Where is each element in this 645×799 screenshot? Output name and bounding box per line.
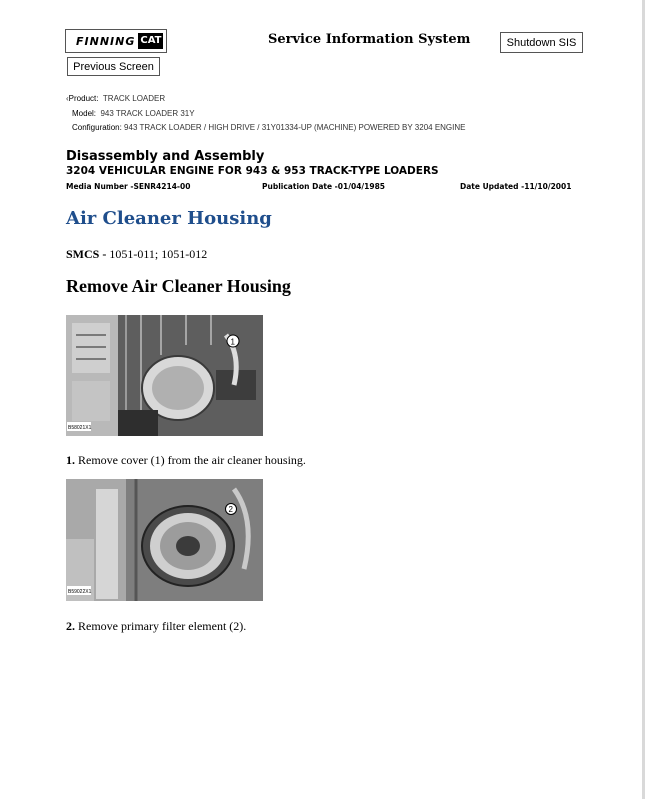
configuration-line [72,123,466,132]
figure1-code: B58021X1 [68,425,92,431]
air-cleaner-cover-photo [66,315,263,436]
config-value: 943 TRACK LOADER / HIGH DRIVE / 31Y01334-UP (MACHINE) POWERED BY 3204 ENGINE [124,123,466,132]
system-title: Service Information System [268,32,471,47]
product-line [66,94,165,103]
config-label: Configuration: [72,123,122,132]
document-subtitle: 3204 VEHICULAR ENGINE FOR 943 & 953 TRACK-TYPE LOADERS [66,165,439,177]
figure2-code: B59022X1 [68,589,92,595]
step-2-number: 2. [66,619,75,633]
step-1 [66,453,306,468]
publication-date: Publication Date -01/04/1985 [262,182,386,191]
model-label: Model: [72,109,97,118]
logo-text: FINNING [76,34,136,48]
figure2-callout: 2 [228,505,233,514]
cat-badge: CAT [138,33,163,49]
step-2 [66,619,246,634]
step-1-text: Remove cover (1) from the air cleaner housing. [78,453,306,467]
smcs-value: 1051-011; 1051-012 [109,247,208,261]
date-updated: Date Updated -11/10/2001 [460,182,572,191]
smcs-codes [66,247,207,262]
product-label: Product: [68,94,99,103]
step-2-text: Remove primary filter element (2). [78,619,247,633]
model-line [72,109,195,118]
finning-cat-logo [65,29,167,53]
section-heading: Disassembly and Assembly [66,149,265,164]
media-number: Media Number -SENR4214-00 [66,182,191,191]
figure1-callout: 1 [230,337,235,347]
procedure-heading: Remove Air Cleaner Housing [66,276,291,296]
back-chevron-icon[interactable]: ‹ [66,94,69,103]
step-1-number: 1. [66,453,75,467]
model-value: 943 TRACK LOADER 31Y [100,109,195,118]
previous-screen-button[interactable]: Previous Screen [67,57,160,76]
product-value: TRACK LOADER [102,94,166,103]
primary-filter-photo [66,479,263,601]
page-title: Air Cleaner Housing [66,208,272,229]
shutdown-sis-button[interactable]: Shutdown SIS [500,32,583,53]
smcs-label: SMCS - [66,247,107,261]
